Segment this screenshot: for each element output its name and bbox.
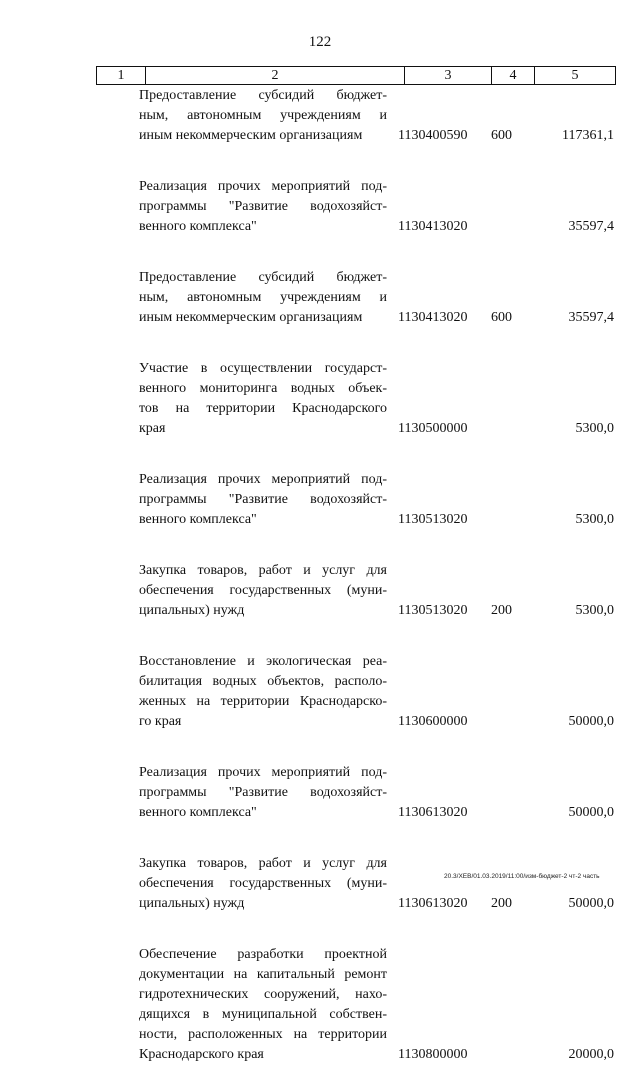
- row-code: 1130400590: [398, 128, 468, 143]
- description-line: Закупка товаров, работ и услуг для: [139, 856, 387, 871]
- row-amount: 5300,0: [575, 603, 614, 618]
- page-number: 122: [308, 34, 332, 50]
- description-line: программы "Развитие водохозяйст-: [139, 199, 387, 214]
- description-line: Краснодарского края: [139, 1047, 264, 1062]
- description-line: Закупка товаров, работ и услуг для: [139, 563, 387, 578]
- header-col-5: 5: [535, 67, 616, 85]
- description-line: венного комплекса": [139, 805, 257, 820]
- row-description: [139, 359, 387, 439]
- row-code: 1130613020: [398, 805, 468, 820]
- row-expense-type: 600: [491, 128, 512, 143]
- header-col-3: 3: [405, 67, 492, 85]
- description-line: Предоставление субсидий бюджет-: [139, 88, 387, 103]
- description-line: иным некоммерческим организациям: [139, 310, 363, 325]
- description-line: Реализация прочих мероприятий под-: [139, 765, 387, 780]
- row-expense-type: 200: [491, 896, 512, 911]
- description-line: Обеспечение разработки проектной: [139, 947, 387, 962]
- row-code: 1130613020: [398, 896, 468, 911]
- row-description: [139, 268, 387, 328]
- description-line: обеспечения государственных (муни-: [139, 583, 387, 598]
- description-line: обеспечения государственных (муни-: [139, 876, 387, 891]
- description-line: Реализация прочих мероприятий под-: [139, 472, 387, 487]
- description-line: венного комплекса": [139, 512, 257, 527]
- description-line: венного мониторинга водных объек-: [139, 381, 387, 396]
- header-col-4: 4: [492, 67, 535, 85]
- document-footer: 20.3/ХЕВ/01.03.2019/11:00/изм-бюджет-2 чт-2 часть: [444, 873, 600, 880]
- row-code: 1130800000: [398, 1047, 468, 1062]
- description-line: Реализация прочих мероприятий под-: [139, 179, 387, 194]
- row-description: [139, 470, 387, 530]
- description-line: Восстановление и экологическая реа-: [139, 654, 387, 669]
- row-expense-type: 200: [491, 603, 512, 618]
- row-expense-type: 600: [491, 310, 512, 325]
- description-line: дящихся в муниципальной собствен-: [139, 1007, 387, 1022]
- row-description: [139, 763, 387, 823]
- description-line: женных на территории Краснодарско-: [139, 694, 387, 709]
- description-line: программы "Развитие водохозяйст-: [139, 492, 387, 507]
- row-code: 1130500000: [398, 421, 468, 436]
- row-amount: 5300,0: [575, 421, 614, 436]
- row-code: 1130413020: [398, 219, 468, 234]
- row-description: [139, 854, 387, 914]
- row-description: [139, 945, 387, 1065]
- description-line: ным, автономным учреждениям и: [139, 290, 387, 305]
- row-code: 1130600000: [398, 714, 468, 729]
- row-description: [139, 86, 387, 146]
- row-amount: 117361,1: [562, 128, 614, 143]
- description-line: го края: [139, 714, 182, 729]
- row-code: 1130413020: [398, 310, 468, 325]
- description-line: ципальных) нужд: [139, 603, 245, 618]
- description-line: программы "Развитие водохозяйст-: [139, 785, 387, 800]
- row-amount: 35597,4: [568, 310, 614, 325]
- description-line: билитация водных объектов, располо-: [139, 674, 387, 689]
- row-code: 1130513020: [398, 512, 468, 527]
- description-line: ным, автономным учреждениям и: [139, 108, 387, 123]
- row-amount: 50000,0: [568, 714, 614, 729]
- description-line: гидротехнических сооружений, нахо-: [139, 987, 387, 1002]
- row-amount: 50000,0: [568, 805, 614, 820]
- description-line: иным некоммерческим организациям: [139, 128, 363, 143]
- description-line: края: [139, 421, 166, 436]
- description-line: Участие в осуществлении государст-: [139, 361, 387, 376]
- row-amount: 50000,0: [568, 896, 614, 911]
- row-code: 1130513020: [398, 603, 468, 618]
- row-description: [139, 561, 387, 621]
- description-line: ципальных) нужд: [139, 896, 245, 911]
- table-header: [96, 66, 616, 85]
- description-line: тов на территории Краснодарского: [139, 401, 387, 416]
- description-line: венного комплекса": [139, 219, 257, 234]
- description-line: Предоставление субсидий бюджет-: [139, 270, 387, 285]
- header-col-2: 2: [146, 67, 405, 85]
- row-amount: 35597,4: [568, 219, 614, 234]
- row-description: [139, 652, 387, 732]
- row-description: [139, 177, 387, 237]
- header-col-1: 1: [97, 67, 146, 85]
- row-amount: 20000,0: [568, 1047, 614, 1062]
- description-line: ности, расположенных на территории: [139, 1027, 387, 1042]
- row-amount: 5300,0: [575, 512, 614, 527]
- description-line: документации на капитальный ремонт: [139, 967, 387, 982]
